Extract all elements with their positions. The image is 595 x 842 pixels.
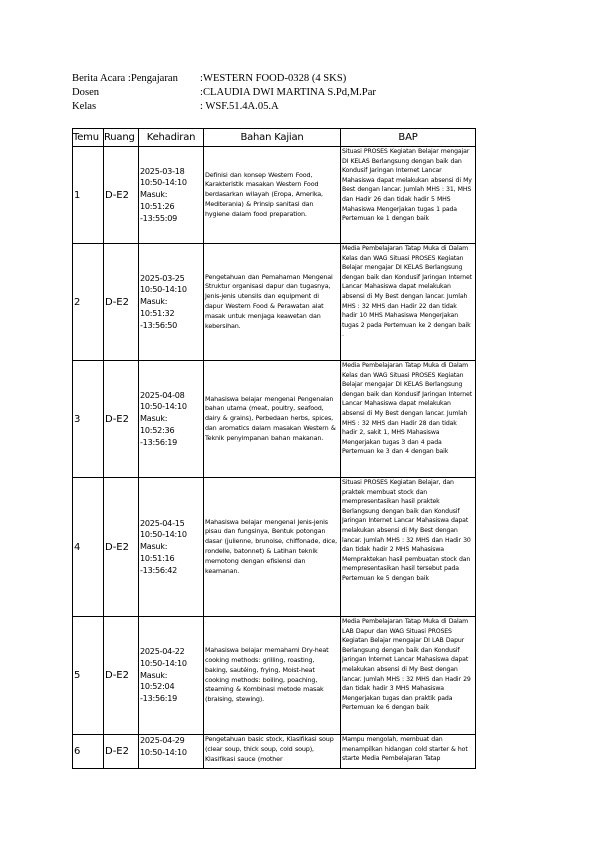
table-row <box>73 147 476 244</box>
ruang-cell: D-E2 <box>104 244 139 361</box>
kehadiran-date: 2025-03-25 <box>140 272 185 283</box>
dosen-label: Dosen <box>72 87 100 98</box>
bap-cell: Media Pembelajaran Tatap Muka di Dalam Kelas dan WAG Situasi PROSES Kegiatan Belajar mengajar DI KELAS Berlangsung dengan baik dan Kondusif Jaringan Internet Lancar Mahasiswa dapat melakukan absensi di My Best dengan lancar. Jumlah MHS : 32 MHS dan Hadir 28 dan tidak hadir 2, sakit 1, MHS Mahasiswa Mengerjakan tugas 3 dan 4 pada Pertemuan ke 3 dan 4 dengan baik <box>341 361 476 478</box>
column-header-kehadiran: Kehadiran <box>139 129 204 147</box>
kehadiran-time: 10:50-14:10 <box>140 401 187 412</box>
ruang-cell: D-E2 <box>104 617 139 735</box>
kehadiran-time: 10:50-14:10 <box>140 657 187 668</box>
bap-cell: Situasi PROSES Kegiatan Belajar, dan praktek membuat stock dan mempresentasikan hasil praktek Berlangsung dengan baik dan Kondusif Jaringan Internet Lancar Mahasiswa dapat melakukan absensi di My Best dengan lancar. Jumlah MHS : 32 MHS dan Hadir 30 dan tidak hadir 2 MHS Mahasiswa Mempraktekan hasil pembuatan stock dan mempresentasikan hasil tersebut pada Pertemuan ke 5 dengan baik <box>341 478 476 617</box>
table-row <box>73 617 476 735</box>
temu-cell: 6 <box>73 735 104 769</box>
kehadiran-cell <box>139 735 204 769</box>
kehadiran-date: 2025-04-15 <box>140 517 185 528</box>
table-row <box>73 361 476 478</box>
course-value: :WESTERN FOOD-0328 (4 SKS) <box>200 73 347 84</box>
berita-acara-label: Berita Acara :Pengajaran <box>72 73 178 84</box>
kehadiran-keluar: -13:56:19 <box>140 436 178 447</box>
temu-cell: 2 <box>73 244 104 361</box>
bap-cell: Media Pembelajaran Tatap Muka di Dalam Kelas dan WAG Situasi PROSES Kegiatan Belajar mengajar DI KELAS Berlangsung dengan baik dan Kondusif Jaringan Internet Lancar Mahasiswa dapat melakukan absensi di My Best dengan lancar. Jumlah MHS : 32 MHS dan Hadir 22 dan tidak hadir 10 MHS Mahasiswa Mengerjakan tugas 2 pada Pertemuan ke 2 dengan baik . <box>341 244 476 361</box>
ruang-cell: D-E2 <box>104 361 139 478</box>
kehadiran-keluar: -13:56:19 <box>140 693 178 704</box>
ruang-cell: D-E2 <box>104 478 139 617</box>
temu-cell: 5 <box>73 617 104 735</box>
kehadiran-date: 2025-03-18 <box>140 165 185 176</box>
kehadiran-masuk: Masuk: 10:52:36 <box>140 413 175 435</box>
column-header-temu: Temu <box>73 129 104 147</box>
kehadiran-cell <box>139 361 204 478</box>
column-header-ruang: Ruang <box>104 129 139 147</box>
table-row <box>73 478 476 617</box>
kehadiran-date: 2025-04-08 <box>140 389 185 400</box>
kehadiran-date: 2025-04-22 <box>140 646 185 657</box>
kehadiran-cell <box>139 617 204 735</box>
kehadiran-keluar: -13:55:09 <box>140 212 178 223</box>
kehadiran-cell <box>139 478 204 617</box>
column-header-bap: BAP <box>341 129 476 147</box>
kehadiran-cell <box>139 147 204 244</box>
kehadiran-time: 10:50-14:10 <box>140 746 187 757</box>
kehadiran-masuk: Masuk: 10:51:26 <box>140 189 175 211</box>
kehadiran-date: 2025-04-29 <box>140 735 185 745</box>
kehadiran-time: 10:50-14:10 <box>140 284 187 295</box>
table-row <box>73 244 476 361</box>
table-row <box>73 735 476 769</box>
kehadiran-keluar: -13:56:50 <box>140 319 178 330</box>
column-header-bahan-kajian: Bahan Kajian <box>204 129 341 147</box>
ruang-cell: D-E2 <box>104 735 139 769</box>
attendance-table <box>72 128 476 769</box>
kehadiran-masuk: Masuk: 10:51:16 <box>140 541 175 563</box>
bahan-kajian-cell: Mahasiswa belajar mengenai Pengenalan bahan utama (meat, poultry, seafood, dairy & grains), Perbedaan herbs, spices, dan aromatics dalam masakan Western & Teknik penyimpanan bahan makanan. <box>204 361 341 478</box>
dosen-value: :CLAUDIA DWI MARTINA S.Pd,M.Par <box>200 87 376 98</box>
ruang-cell: D-E2 <box>104 147 139 244</box>
kehadiran-cell <box>139 244 204 361</box>
kelas-value: : WSF.51.4A.05.A <box>200 101 279 112</box>
kehadiran-keluar: -13:56:42 <box>140 564 178 575</box>
kehadiran-masuk: Masuk: 10:52:04 <box>140 669 175 692</box>
temu-cell: 3 <box>73 361 104 478</box>
bap-cell: Mampu mengolah, membuat dan menampilkan hidangan cold starter & hot starte Media Pembelajaran Tatap <box>341 735 476 769</box>
bahan-kajian-cell: Definisi dan konsep Western Food, Karakteristik masakan Western Food berdasarkan wilayah (Eropa, Amerika, Mediterania) & Prinsip sanitasi dan hygiene dalam food preparation. <box>204 147 341 244</box>
bahan-kajian-cell: Mahasiswa belajar memahami Dry-heat cooking methods: grilling, roasting, baking, sautéing, frying, Moist-heat cooking methods: boiling, poaching, steaming & Kombinasi metode masak (braising, stewing). <box>204 617 341 735</box>
kehadiran-time: 10:50-14:10 <box>140 177 187 188</box>
kelas-label: Kelas <box>72 101 97 112</box>
bahan-kajian-cell: Pengetahuan basic stock, Klasifikasi soup (clear soup, thick soup, cold soup), Klasifikasi sauce (mother <box>204 735 341 769</box>
bap-cell: Media Pembelajaran Tatap Muka di Dalam LAB Dapur dan WAG Situasi PROSES Kegiatan Belajar mengajar DI LAB Dapur Berlangsung dengan baik dan Kondusif Jaringan Internet Lancar Mahasiswa dapat melakukan absensi di My Best dengan lancar. Jumlah MHS : 32 MHS dan Hadir 29 dan tidak hadir 3 MHS Mahasiswa Mengerjakan tugas dan praktik pada Pertemuan ke 6 dengan baik <box>341 617 476 735</box>
kehadiran-time: 10:50-14:10 <box>140 529 187 540</box>
bahan-kajian-cell: Mahasiswa belajar mengenal Jenis-jenis pisau dan fungsinya, Bentuk potongan dasar (julienne, brunoise, chiffonade, dice, rondelle, batonnet) & Latihan teknik memotong dengan efisiensi dan keamanan. <box>204 478 341 617</box>
temu-cell: 4 <box>73 478 104 617</box>
bap-cell: Situasi PROSES Kegiatan Belajar mengajar DI KELAS Berlangsung dengan baik dan Kondusif Jaringan Internet Lancar Mahasiswa dapat melakukan absensi di My Best dengan lancar. Jumlah MHS : 31, MHS dan Hadir 26 dan tidak hadir 5 MHS Mahasiswa Mengerjakan tugas 1 pada Pertemuan ke 1 dengan baik <box>341 147 476 244</box>
kehadiran-masuk: Masuk: 10:51:32 <box>140 296 175 318</box>
temu-cell: 1 <box>73 147 104 244</box>
table-header-row <box>73 129 476 147</box>
bahan-kajian-cell: Pengetahuan dan Pemahaman Mengenai Struktur organisasi dapur dan tugasnya, Jenis-jenis utensils dan equipment di dapur Western Food & Perawatan alat masak untuk menjaga keawetan dan kebersihan. <box>204 244 341 361</box>
